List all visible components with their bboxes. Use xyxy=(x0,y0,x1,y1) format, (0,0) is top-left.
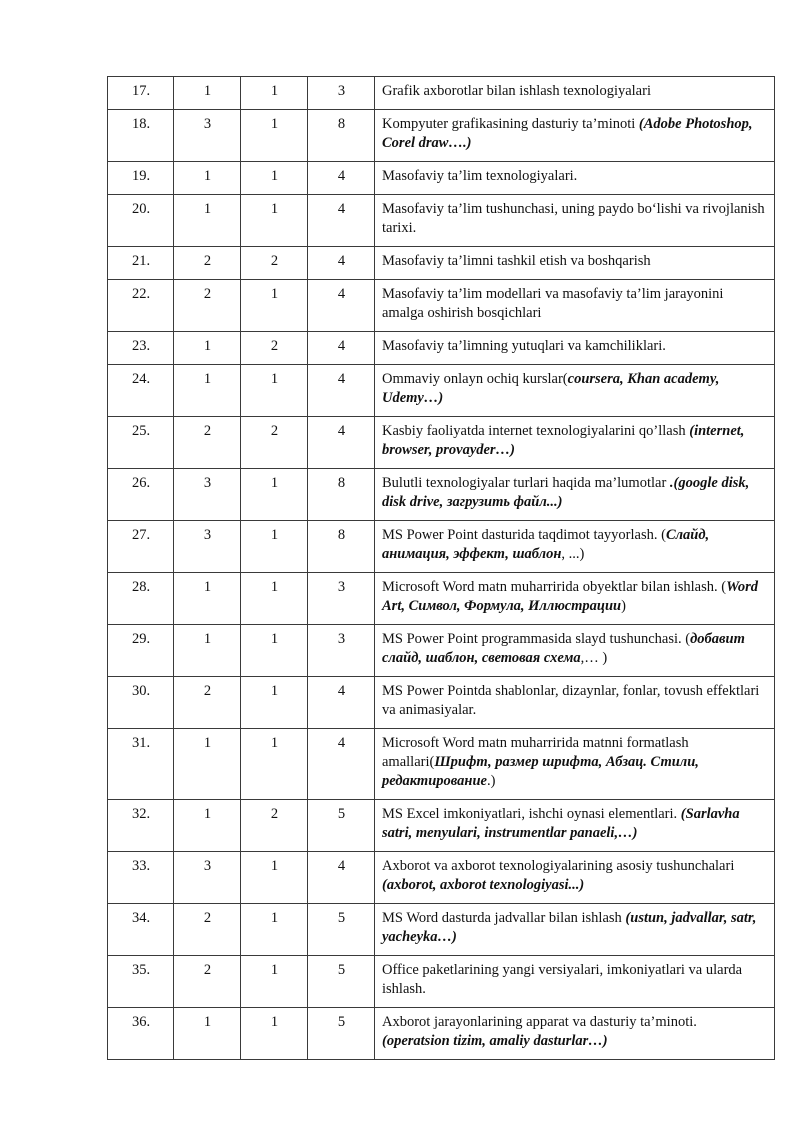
hours-a-cell: 1 xyxy=(174,729,241,800)
topic-text: MS Power Point programmasida slayd tushunchasi. ( xyxy=(382,631,691,647)
hours-c-cell: 4 xyxy=(308,852,375,904)
row-number-cell: 29. xyxy=(108,625,174,677)
hours-a-cell: 3 xyxy=(174,110,241,162)
topic-text: Office paketlarining yangi versiyalari, imkoniyatlari va ularda ishlash. xyxy=(382,962,743,997)
topic-cell xyxy=(375,247,775,280)
topic-text: Grafik axborotlar bilan ishlash texnologiyalari xyxy=(382,83,651,99)
table-row xyxy=(108,1008,775,1060)
table-row xyxy=(108,521,775,573)
topic-examples: Шрифт, размер шрифта, Абзац. Стили, редактирование xyxy=(382,754,699,789)
topic-cell xyxy=(375,677,775,729)
hours-b-cell: 1 xyxy=(241,1008,308,1060)
topic-examples: добавит слайд, шаблон, световая схема xyxy=(382,631,745,666)
hours-b-cell: 1 xyxy=(241,729,308,800)
hours-c-cell: 4 xyxy=(308,332,375,365)
topic-cell xyxy=(375,729,775,800)
topic-text: Axborot va axborot texnologiyalarining asosiy tushunchalari xyxy=(382,858,735,874)
table-row xyxy=(108,162,775,195)
topic-cell xyxy=(375,625,775,677)
topic-cell xyxy=(375,162,775,195)
hours-b-cell: 1 xyxy=(241,677,308,729)
hours-c-cell: 4 xyxy=(308,365,375,417)
row-number-cell: 36. xyxy=(108,1008,174,1060)
table-row xyxy=(108,573,775,625)
row-number-cell: 19. xyxy=(108,162,174,195)
hours-b-cell: 1 xyxy=(241,162,308,195)
topic-text: Ommaviy onlayn ochiq kurslar( xyxy=(382,371,568,387)
hours-c-cell: 5 xyxy=(308,1008,375,1060)
topic-cell xyxy=(375,800,775,852)
hours-c-cell: 4 xyxy=(308,417,375,469)
hours-c-cell: 4 xyxy=(308,247,375,280)
hours-a-cell: 1 xyxy=(174,573,241,625)
hours-a-cell: 2 xyxy=(174,280,241,332)
table-body xyxy=(108,77,775,1060)
table-row xyxy=(108,729,775,800)
hours-a-cell: 1 xyxy=(174,365,241,417)
hours-a-cell: 1 xyxy=(174,332,241,365)
row-number-cell: 26. xyxy=(108,469,174,521)
topic-cell xyxy=(375,280,775,332)
topic-examples: .(google disk, disk drive, загрузить файл...) xyxy=(382,475,750,510)
hours-c-cell: 5 xyxy=(308,800,375,852)
table-row xyxy=(108,332,775,365)
hours-c-cell: 4 xyxy=(308,195,375,247)
topic-examples: (ustun, jadvallar, satr, yacheyka…) xyxy=(382,910,757,945)
topic-examples: (operatsion tizim, amaliy dasturlar…) xyxy=(382,1033,608,1049)
row-number-cell: 35. xyxy=(108,956,174,1008)
hours-c-cell: 3 xyxy=(308,625,375,677)
hours-a-cell: 1 xyxy=(174,800,241,852)
hours-a-cell: 1 xyxy=(174,162,241,195)
topic-cell xyxy=(375,110,775,162)
hours-c-cell: 5 xyxy=(308,956,375,1008)
topic-text: Bulutli texnologiyalar turlari haqida ma’lumotlar xyxy=(382,475,670,491)
topic-text-tail: .) xyxy=(486,773,496,789)
hours-c-cell: 3 xyxy=(308,573,375,625)
hours-b-cell: 1 xyxy=(241,625,308,677)
hours-b-cell: 1 xyxy=(241,365,308,417)
topic-text: MS Power Pointda shablonlar, dizaynlar, fonlar, tovush effektlari va animasiyalar. xyxy=(382,683,760,718)
topic-text: Kasbiy faoliyatda internet texnologiyalarini qo’llash xyxy=(382,423,690,439)
table-row xyxy=(108,956,775,1008)
hours-a-cell: 3 xyxy=(174,469,241,521)
hours-a-cell: 3 xyxy=(174,521,241,573)
topic-cell xyxy=(375,852,775,904)
row-number-cell: 24. xyxy=(108,365,174,417)
hours-b-cell: 1 xyxy=(241,573,308,625)
topic-cell xyxy=(375,1008,775,1060)
syllabus-table xyxy=(107,76,775,1060)
hours-a-cell: 2 xyxy=(174,956,241,1008)
topic-text: Masofaviy ta’lim texnologiyalari. xyxy=(382,168,578,184)
hours-b-cell: 2 xyxy=(241,247,308,280)
hours-a-cell: 1 xyxy=(174,195,241,247)
table-row xyxy=(108,852,775,904)
hours-b-cell: 2 xyxy=(241,800,308,852)
hours-b-cell: 1 xyxy=(241,904,308,956)
hours-b-cell: 1 xyxy=(241,110,308,162)
topic-cell xyxy=(375,195,775,247)
hours-a-cell: 3 xyxy=(174,852,241,904)
hours-b-cell: 1 xyxy=(241,956,308,1008)
topic-text: Masofaviy ta’limni tashkil etish va boshqarish xyxy=(382,253,651,269)
hours-c-cell: 4 xyxy=(308,677,375,729)
topic-cell xyxy=(375,904,775,956)
table-row xyxy=(108,365,775,417)
hours-c-cell: 5 xyxy=(308,904,375,956)
hours-b-cell: 1 xyxy=(241,469,308,521)
row-number-cell: 17. xyxy=(108,77,174,110)
hours-c-cell: 8 xyxy=(308,469,375,521)
table-row xyxy=(108,110,775,162)
row-number-cell: 25. xyxy=(108,417,174,469)
topic-text: Masofaviy ta’lim tushunchasi, uning paydo bo‘lishi va rivojlanish tarixi. xyxy=(382,201,765,236)
row-number-cell: 31. xyxy=(108,729,174,800)
hours-c-cell: 4 xyxy=(308,729,375,800)
topic-examples: (internet, browser, provayder…) xyxy=(382,423,745,458)
topic-examples: (Sarlavha satri, menyulari, instrumentlar panaeli,…) xyxy=(382,806,740,841)
hours-b-cell: 1 xyxy=(241,852,308,904)
row-number-cell: 30. xyxy=(108,677,174,729)
hours-c-cell: 4 xyxy=(308,280,375,332)
hours-c-cell: 8 xyxy=(308,521,375,573)
table-row xyxy=(108,677,775,729)
topic-examples: coursera, Khan academy, Udemy…) xyxy=(382,371,720,406)
topic-cell xyxy=(375,521,775,573)
row-number-cell: 18. xyxy=(108,110,174,162)
topic-cell xyxy=(375,956,775,1008)
table-row xyxy=(108,800,775,852)
topic-cell xyxy=(375,77,775,110)
topic-text-tail: ,… ) xyxy=(580,650,608,666)
topic-examples: (Adobe Photoshop, Corel draw….) xyxy=(382,116,753,151)
row-number-cell: 33. xyxy=(108,852,174,904)
topic-cell xyxy=(375,573,775,625)
topic-text: Masofaviy ta’limning yutuqlari va kamchiliklari. xyxy=(382,338,666,354)
hours-c-cell: 8 xyxy=(308,110,375,162)
hours-c-cell: 3 xyxy=(308,77,375,110)
table-row xyxy=(108,195,775,247)
topic-text-tail: ) xyxy=(621,598,626,614)
hours-b-cell: 1 xyxy=(241,280,308,332)
table-row xyxy=(108,625,775,677)
table-row xyxy=(108,280,775,332)
table-row xyxy=(108,417,775,469)
hours-a-cell: 2 xyxy=(174,247,241,280)
topic-cell xyxy=(375,469,775,521)
table-row xyxy=(108,469,775,521)
hours-a-cell: 1 xyxy=(174,625,241,677)
hours-b-cell: 1 xyxy=(241,521,308,573)
row-number-cell: 34. xyxy=(108,904,174,956)
hours-c-cell: 4 xyxy=(308,162,375,195)
hours-a-cell: 1 xyxy=(174,1008,241,1060)
topic-text: MS Power Point dasturida taqdimot tayyorlash. ( xyxy=(382,527,666,543)
table-row xyxy=(108,247,775,280)
topic-examples: (axborot, axborot texnologiyasi...) xyxy=(382,877,585,893)
table-row xyxy=(108,77,775,110)
row-number-cell: 23. xyxy=(108,332,174,365)
topic-cell xyxy=(375,417,775,469)
row-number-cell: 28. xyxy=(108,573,174,625)
topic-examples: Слайд, анимация, эффект, шаблон xyxy=(382,527,710,562)
topic-cell xyxy=(375,365,775,417)
row-number-cell: 27. xyxy=(108,521,174,573)
row-number-cell: 32. xyxy=(108,800,174,852)
topic-text: Microsoft Word matn muharririda obyektlar bilan ishlash. ( xyxy=(382,579,727,595)
hours-b-cell: 2 xyxy=(241,332,308,365)
hours-b-cell: 1 xyxy=(241,195,308,247)
topic-text: Masofaviy ta’lim modellari va masofaviy ta’lim jarayonini amalga oshirish bosqichlari xyxy=(382,286,724,321)
hours-a-cell: 1 xyxy=(174,77,241,110)
table-row xyxy=(108,904,775,956)
hours-a-cell: 2 xyxy=(174,904,241,956)
hours-a-cell: 2 xyxy=(174,677,241,729)
topic-text: MS Excel imkoniyatlari, ishchi oynasi elementlari. xyxy=(382,806,681,822)
topic-text: Axborot jarayonlarining apparat va dasturiy ta’minoti. xyxy=(382,1014,697,1030)
hours-a-cell: 2 xyxy=(174,417,241,469)
row-number-cell: 21. xyxy=(108,247,174,280)
topic-text: MS Word dasturda jadvallar bilan ishlash xyxy=(382,910,626,926)
row-number-cell: 20. xyxy=(108,195,174,247)
topic-text-tail: , ...) xyxy=(561,546,585,562)
hours-b-cell: 2 xyxy=(241,417,308,469)
topic-text: Kompyuter grafikasining dasturiy ta’minoti xyxy=(382,116,639,132)
hours-b-cell: 1 xyxy=(241,77,308,110)
topic-text: Microsoft Word matn muharririda matnni formatlash amallari( xyxy=(382,735,689,770)
topic-examples: Word Art, Символ, Формула, Иллюстрации xyxy=(382,579,759,614)
row-number-cell: 22. xyxy=(108,280,174,332)
topic-cell xyxy=(375,332,775,365)
